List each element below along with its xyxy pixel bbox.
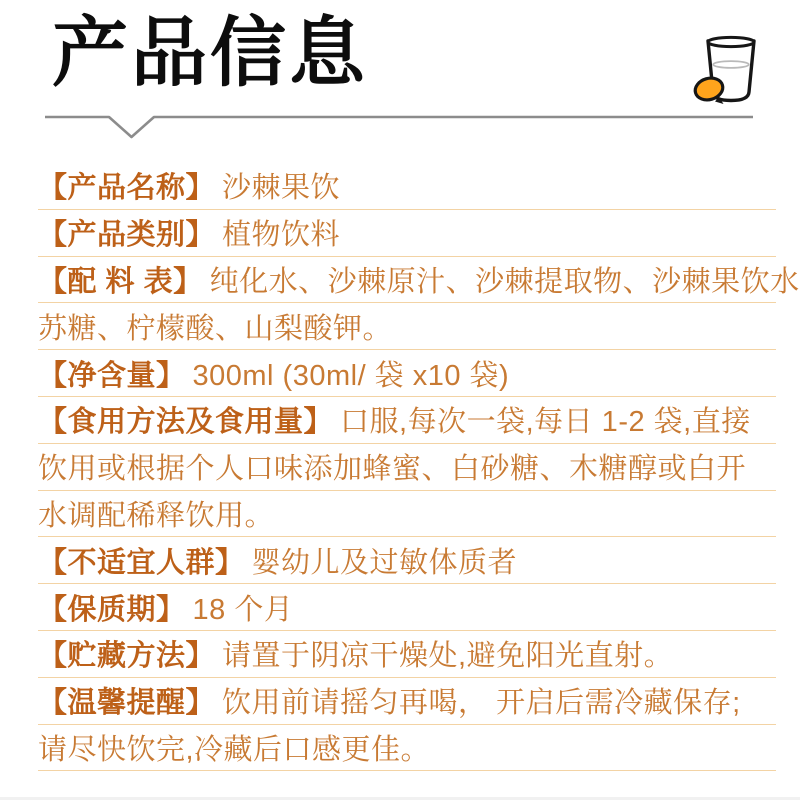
- info-text: 植物饮料: [222, 219, 341, 252]
- info-line: [38, 584, 776, 631]
- info-label: 【贮藏方法】: [38, 640, 216, 673]
- info-line: [38, 631, 776, 678]
- info-text: 苏糖、柠檬酸、山梨酸钾。: [38, 312, 393, 345]
- info-text: 婴幼儿及过敏体质者: [251, 546, 518, 579]
- info-label: 【温馨提醒】: [38, 687, 216, 720]
- info-list: [38, 163, 800, 771]
- info-text: 饮用或根据个人口味添加蜂蜜、白砂糖、木糖醇或白开: [38, 453, 747, 486]
- info-line: [38, 210, 776, 257]
- info-line: [38, 491, 776, 538]
- info-line: [38, 397, 776, 444]
- glass-rim: [708, 37, 754, 46]
- info-line: [38, 303, 776, 350]
- info-line: [38, 678, 776, 725]
- info-label: 【产品名称】: [38, 172, 216, 205]
- info-line: [38, 350, 776, 397]
- info-line: [38, 257, 800, 304]
- info-label: 【净含量】: [38, 359, 186, 392]
- info-line: [38, 444, 776, 491]
- info-text: 18 个月: [192, 593, 294, 626]
- info-text: 请置于阴凉干燥处,避免阳光直射。: [222, 640, 674, 673]
- info-label: 【产品类别】: [38, 219, 216, 252]
- juice-glass-icon: [690, 33, 772, 111]
- info-line: [38, 537, 776, 584]
- info-line: [38, 725, 776, 772]
- info-text: 请尽快饮完,冷藏后口感更佳。: [38, 733, 431, 766]
- info-text: 口服,每次一袋,每日 1-2 袋,直接: [340, 406, 751, 439]
- info-line: [38, 163, 776, 210]
- info-label: 【保质期】: [38, 593, 186, 626]
- info-label: 【配 料 表】: [38, 265, 203, 298]
- info-label: 【不适宜人群】: [38, 546, 245, 579]
- info-text: 饮用前请摇匀再喝， 开启后需冷藏保存;: [222, 687, 741, 720]
- info-text: 水调配稀释饮用。: [38, 499, 275, 532]
- info-text: 纯化水、沙棘原汁、沙棘提取物、沙棘果饮水: [209, 265, 800, 298]
- info-label: 【食用方法及食用量】: [38, 406, 334, 439]
- info-text: 沙棘果饮: [222, 172, 341, 205]
- info-text: 300ml (30ml/ 袋 x10 袋): [192, 359, 510, 392]
- page-title: 产品信息: [52, 11, 368, 96]
